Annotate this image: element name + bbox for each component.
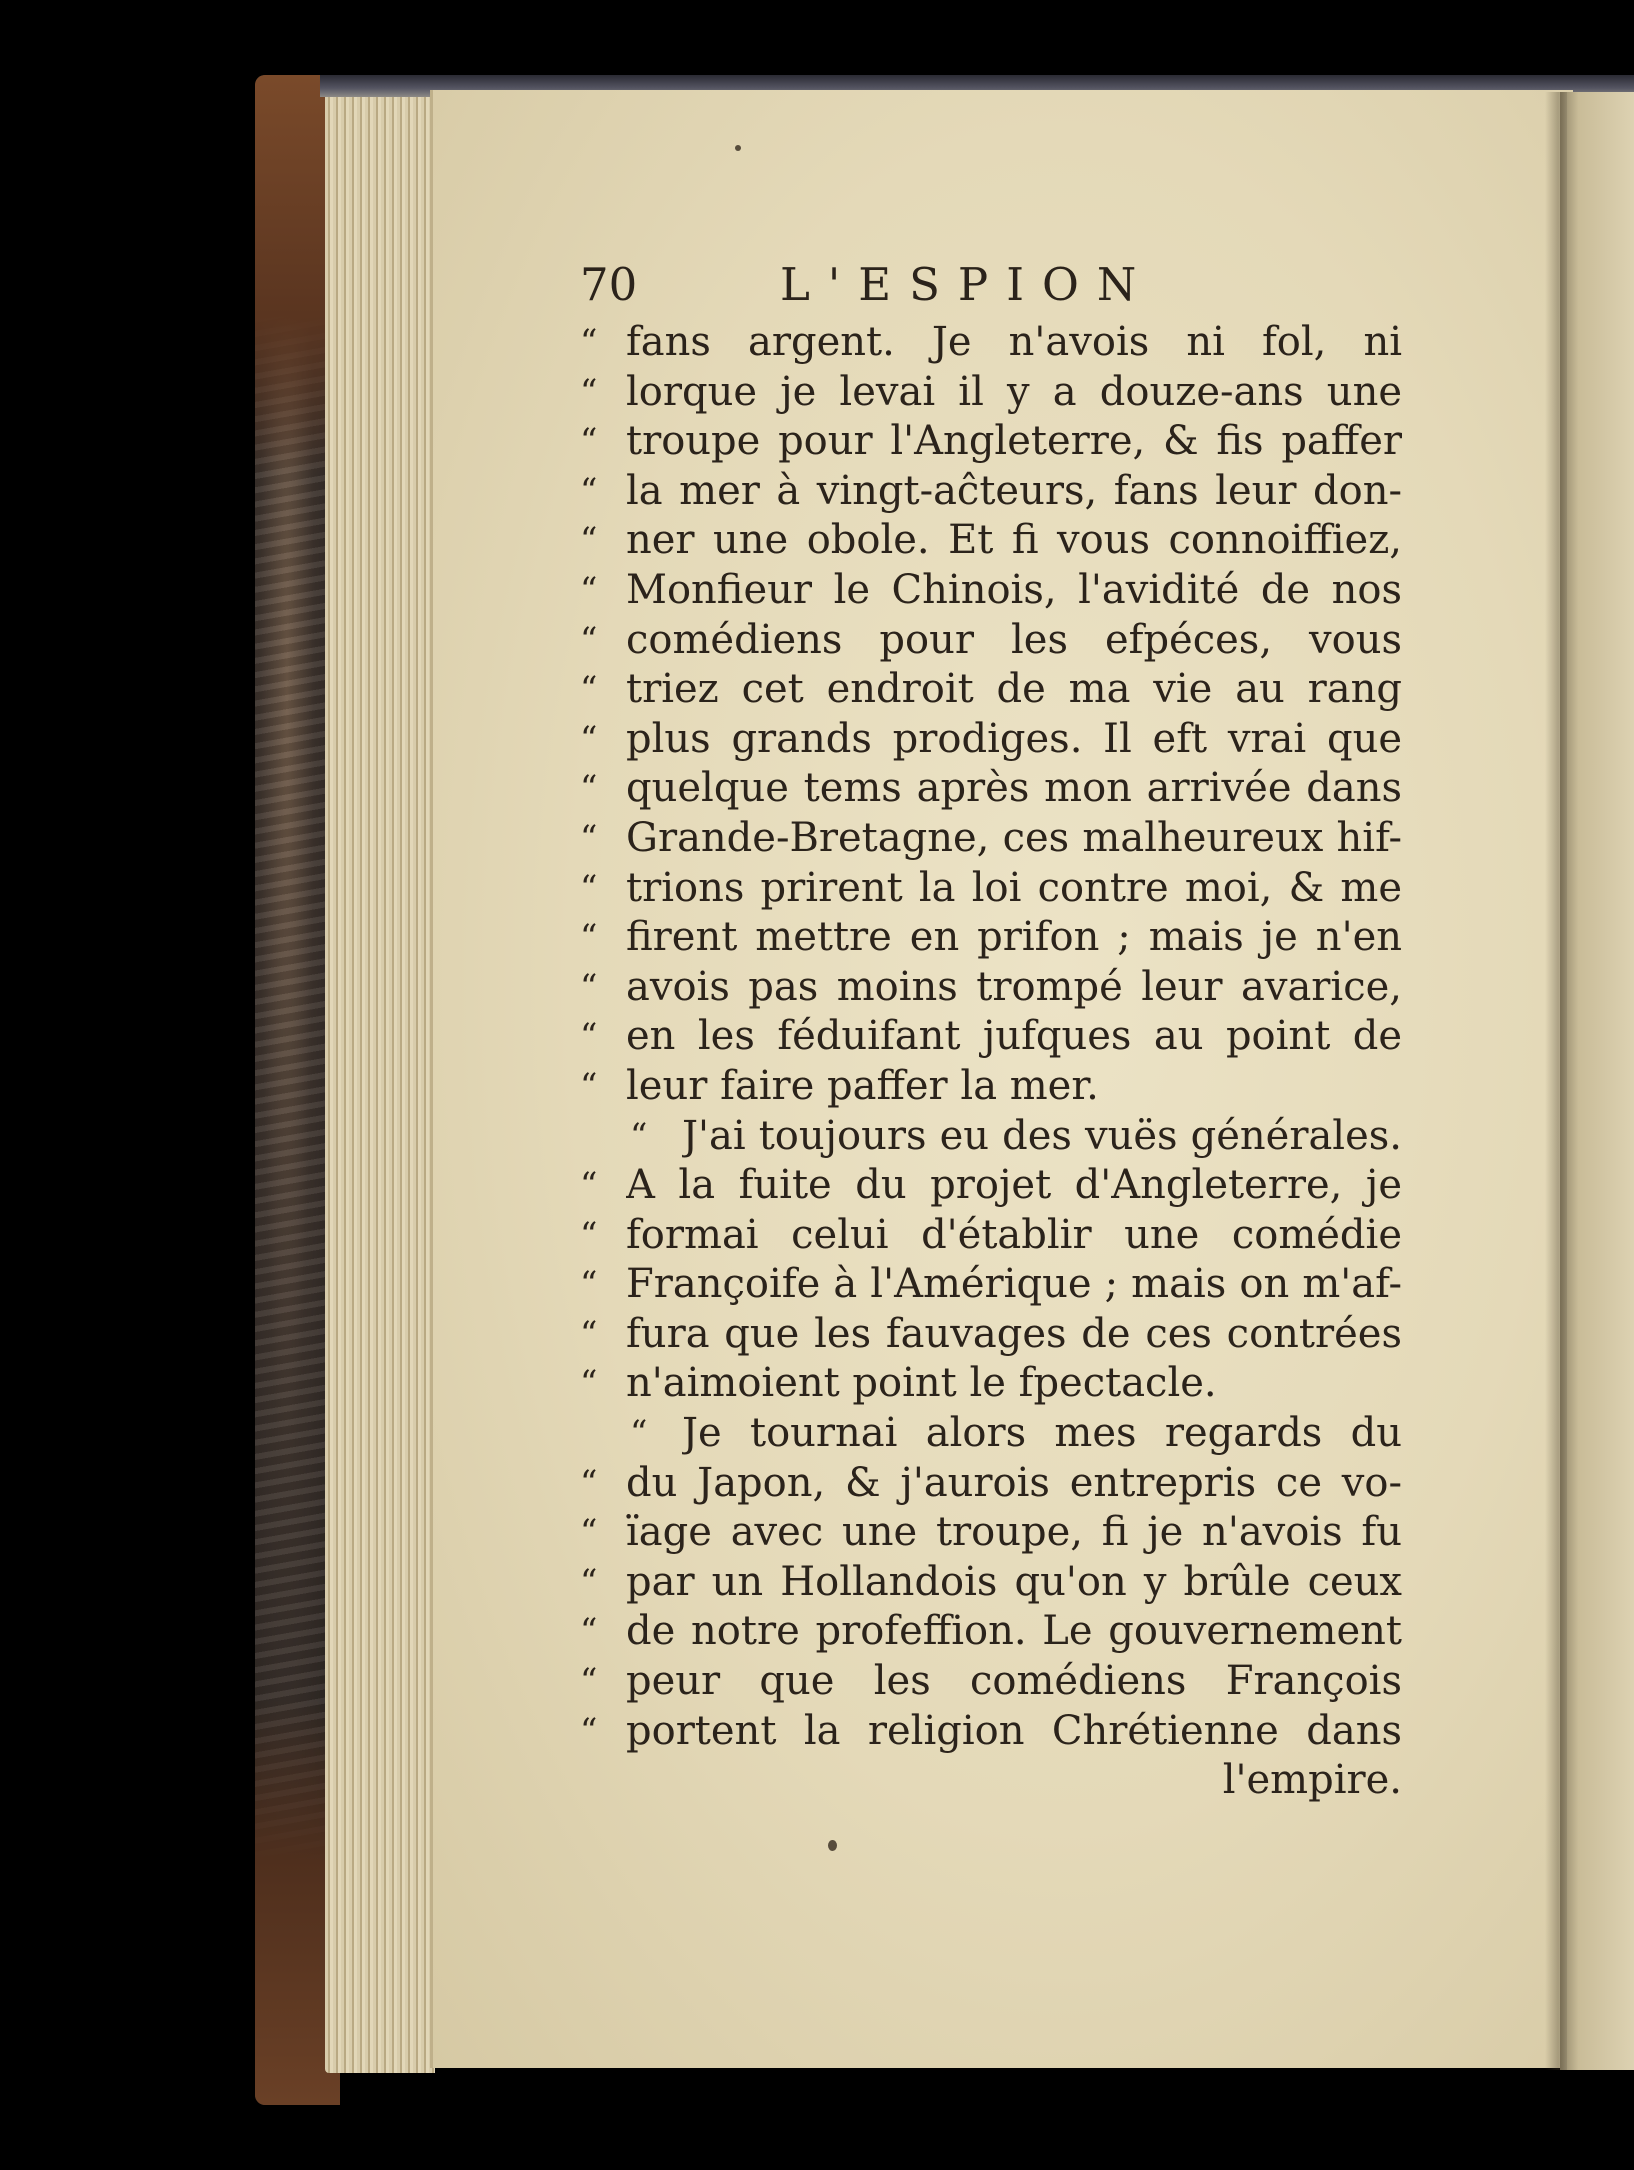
quote-mark: “: [580, 520, 598, 561]
line-text: J'ai toujours eu des vuës générales.: [682, 1112, 1402, 1159]
line-text: Monfieur le Chinois, l'avidité de nos: [626, 566, 1402, 613]
ink-speck: [828, 1840, 837, 1851]
text-line: [580, 764, 1402, 814]
quote-mark: “: [580, 569, 598, 610]
line-text: par un Hollandois qu'on y brûle ceux: [626, 1558, 1402, 1605]
line-text: Je tournai alors mes regards du: [682, 1410, 1402, 1457]
ink-speck: [735, 145, 741, 151]
quote-mark: “: [580, 1561, 598, 1602]
page-number: 70: [580, 258, 638, 311]
running-header: [580, 258, 1402, 318]
quote-mark: “: [580, 1313, 598, 1354]
line-text: A la fuite du projet d'Angleterre, je: [626, 1162, 1402, 1209]
quote-mark: “: [580, 817, 598, 858]
quote-mark: “: [580, 371, 598, 412]
line-text: fura que les fauvages de ces contrées: [626, 1310, 1402, 1357]
line-text: formai celui d'établir une comédie: [626, 1211, 1402, 1258]
quote-mark: “: [580, 1264, 598, 1305]
quote-mark: “: [580, 1611, 598, 1652]
quote-mark: “: [580, 1462, 598, 1503]
text-line: [580, 1012, 1402, 1062]
quote-mark: “: [580, 1363, 598, 1404]
quote-mark: “: [580, 470, 598, 511]
line-text: trions prirent la loi contre moi, & me: [626, 864, 1402, 911]
line-text: en les féduifant jufques au point de: [626, 1013, 1402, 1060]
running-title: L'ESPION: [780, 258, 1155, 311]
text-line: [580, 1409, 1402, 1459]
line-text: lorque je levai il y a douze-ans une: [626, 368, 1402, 415]
text-line: [580, 1359, 1402, 1409]
text-line: [580, 1607, 1402, 1657]
quote-mark: “: [580, 669, 598, 710]
line-text: portent la religion Chrétienne dans: [626, 1707, 1402, 1754]
line-text: firent mettre en prifon ; mais je n'en: [626, 914, 1402, 961]
quote-mark: “: [580, 1512, 598, 1553]
line-text: Grande-Bretagne, ces malheureux hif-: [626, 814, 1402, 861]
text-line: [580, 1508, 1402, 1558]
quote-mark: “: [580, 1214, 598, 1255]
line-text: la mer à vingt-aĉteurs, fans leur don-: [626, 467, 1402, 514]
text-line: [580, 616, 1402, 666]
line-text: leur faire paffer la mer.: [626, 1062, 1099, 1109]
text-line: [580, 665, 1402, 715]
quote-mark: “: [580, 966, 598, 1007]
quote-mark: “: [630, 1413, 648, 1454]
text-line: [580, 417, 1402, 467]
line-text: troupe pour l'Angleterre, & fis paffer: [626, 418, 1402, 465]
line-text: comédiens pour les efpéces, vous: [626, 616, 1402, 663]
quote-mark: “: [580, 322, 598, 362]
opposite-page-edge: [1560, 92, 1634, 2070]
text-line: [580, 318, 1402, 368]
quote-mark: “: [580, 421, 598, 462]
text-line: [580, 1657, 1402, 1707]
line-text: ïage avec une troupe, fi je n'avois fu: [626, 1509, 1402, 1556]
text-line: [580, 814, 1402, 864]
text-line: [580, 1211, 1402, 1261]
line-text: avois pas moins trompé leur avarice,: [626, 963, 1402, 1010]
text-line: [580, 715, 1402, 765]
page-gutter: [1545, 92, 1567, 2070]
quote-mark: “: [630, 1115, 648, 1156]
line-text: de notre profeffion. Le gouvernement: [626, 1608, 1402, 1655]
quote-mark: “: [580, 1065, 598, 1106]
catchword-line: [580, 1756, 1402, 1806]
quote-mark: “: [580, 619, 598, 660]
line-text: ner une obole. Et fi vous connoiffiez,: [626, 517, 1402, 564]
quote-mark: “: [580, 718, 598, 759]
text-line: [580, 963, 1402, 1013]
line-text: triez cet endroit de ma vie au rang: [626, 666, 1402, 713]
line-text: n'aimoient point le fpectacle.: [626, 1360, 1217, 1407]
text-line: [580, 566, 1402, 616]
catchword: l'empire.: [1222, 1757, 1402, 1804]
text-line: [580, 1112, 1402, 1162]
line-text: fans argent. Je n'avois ni fol, ni: [626, 319, 1402, 365]
line-text: peur que les comédiens François: [626, 1658, 1402, 1705]
line-text: quelque tems après mon arrivée dans: [626, 765, 1402, 812]
text-line: [580, 467, 1402, 517]
line-text: Françoife à l'Amérique ; mais on m'af-: [626, 1261, 1402, 1308]
text-line: [580, 1161, 1402, 1211]
text-line: [580, 1310, 1402, 1360]
text-line: [580, 368, 1402, 418]
quote-mark: “: [580, 1165, 598, 1206]
line-text: plus grands prodiges. Il eft vrai que: [626, 715, 1402, 762]
text-line: [580, 1707, 1402, 1757]
text-block: [580, 258, 1402, 1806]
quote-mark: “: [580, 1661, 598, 1702]
text-line: [580, 1558, 1402, 1608]
text-line: [580, 516, 1402, 566]
text-line: [580, 1459, 1402, 1509]
text-line: [580, 913, 1402, 963]
page-edges: [325, 88, 435, 2073]
quote-mark: “: [580, 1016, 598, 1057]
text-line: [580, 864, 1402, 914]
quote-mark: “: [580, 917, 598, 958]
line-text: du Japon, & j'aurois entrepris ce vo-: [626, 1459, 1402, 1506]
quote-mark: “: [580, 867, 598, 908]
quote-mark: “: [580, 1710, 598, 1751]
quote-mark: “: [580, 768, 598, 809]
text-line: [580, 1062, 1402, 1112]
text-line: [580, 1260, 1402, 1310]
